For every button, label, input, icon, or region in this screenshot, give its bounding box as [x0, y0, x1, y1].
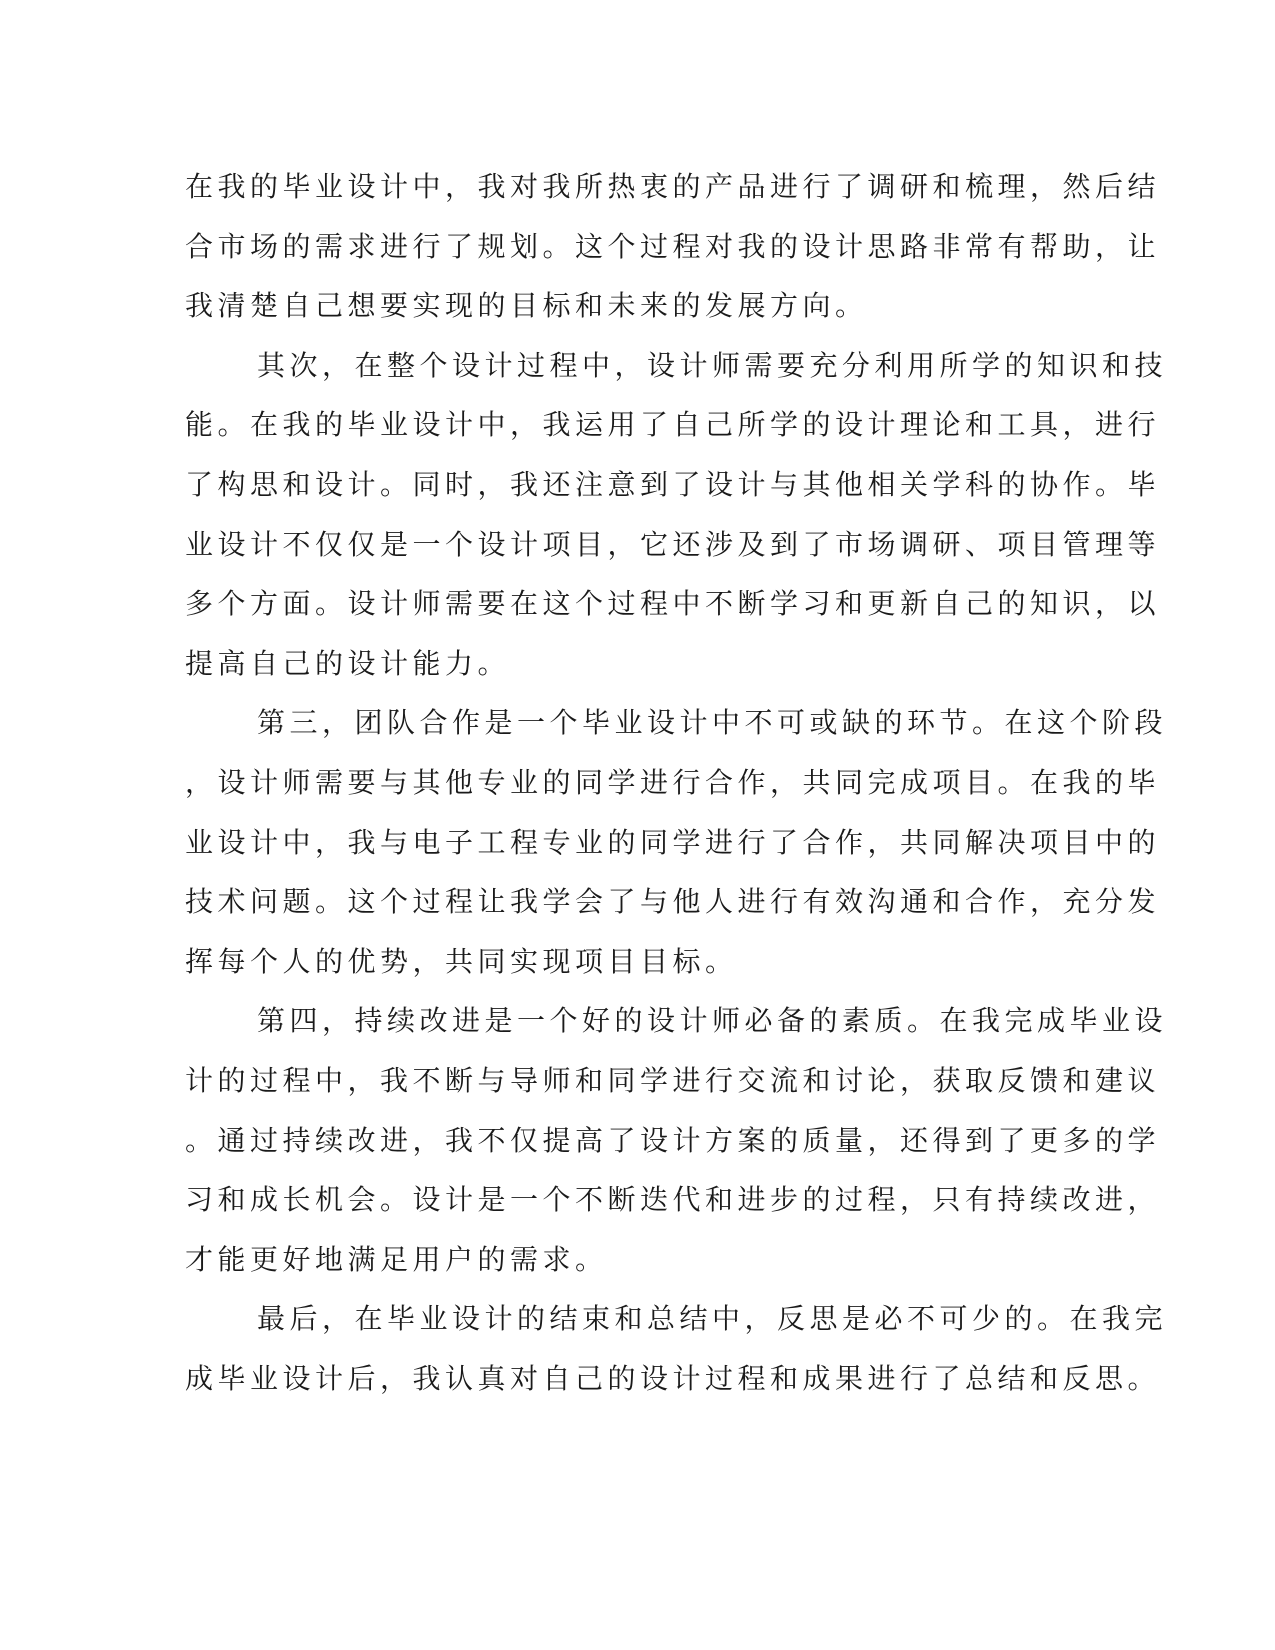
- text-line: 能。在我的毕业设计中，我运用了自己所学的设计理论和工具，进行: [185, 408, 1161, 442]
- text-line: 多个方面。设计师需要在这个过程中不断学习和更新自己的知识，以: [185, 587, 1161, 621]
- text-line: 业设计不仅仅是一个设计项目，它还涉及到了市场调研、项目管理等: [185, 527, 1161, 561]
- paragraph-first-line: 其次，在整个设计过程中，设计师需要充分利用所学的知识和技: [257, 348, 1168, 382]
- text-line: 了构思和设计。同时，我还注意到了设计与其他相关学科的协作。毕: [185, 467, 1161, 501]
- text-line: 我清楚自己想要实现的目标和未来的发展方向。: [185, 289, 868, 323]
- paragraph-first-line: 最后，在毕业设计的结束和总结中，反思是必不可少的。在我完: [257, 1302, 1168, 1336]
- text-line: 提高自己的设计能力。: [185, 646, 511, 680]
- text-line: 。通过持续改进，我不仅提高了设计方案的质量，还得到了更多的学: [185, 1123, 1161, 1157]
- text-line: 习和成长机会。设计是一个不断迭代和进步的过程，只有持续改进，: [185, 1183, 1161, 1217]
- paragraph-first-line: 第四，持续改进是一个好的设计师必备的素质。在我完成毕业设: [257, 1004, 1168, 1038]
- text-line: 业设计中，我与电子工程专业的同学进行了合作，共同解决项目中的: [185, 825, 1161, 859]
- body-text: [185, 157, 1168, 1408]
- text-line: 在我的毕业设计中，我对我所热衷的产品进行了调研和梳理，然后结: [185, 170, 1161, 203]
- text-line: 合市场的需求进行了规划。这个过程对我的设计思路非常有帮助，让: [185, 229, 1161, 263]
- paragraph-first-line: 第三，团队合作是一个毕业设计中不可或缺的环节。在这个阶段: [257, 706, 1168, 740]
- text-line: 技术问题。这个过程让我学会了与他人进行有效沟通和合作，充分发: [185, 885, 1161, 919]
- text-line: 才能更好地满足用户的需求。: [185, 1242, 608, 1276]
- text-line: 挥每个人的优势，共同实现项目目标。: [185, 944, 738, 978]
- text-line: 成毕业设计后，我认真对自己的设计过程和成果进行了总结和反思。: [185, 1361, 1161, 1395]
- text-line: ，设计师需要与其他专业的同学进行合作，共同完成项目。在我的毕: [185, 765, 1161, 799]
- text-line: 计的过程中，我不断与导师和同学进行交流和讨论，获取反馈和建议: [185, 1063, 1161, 1097]
